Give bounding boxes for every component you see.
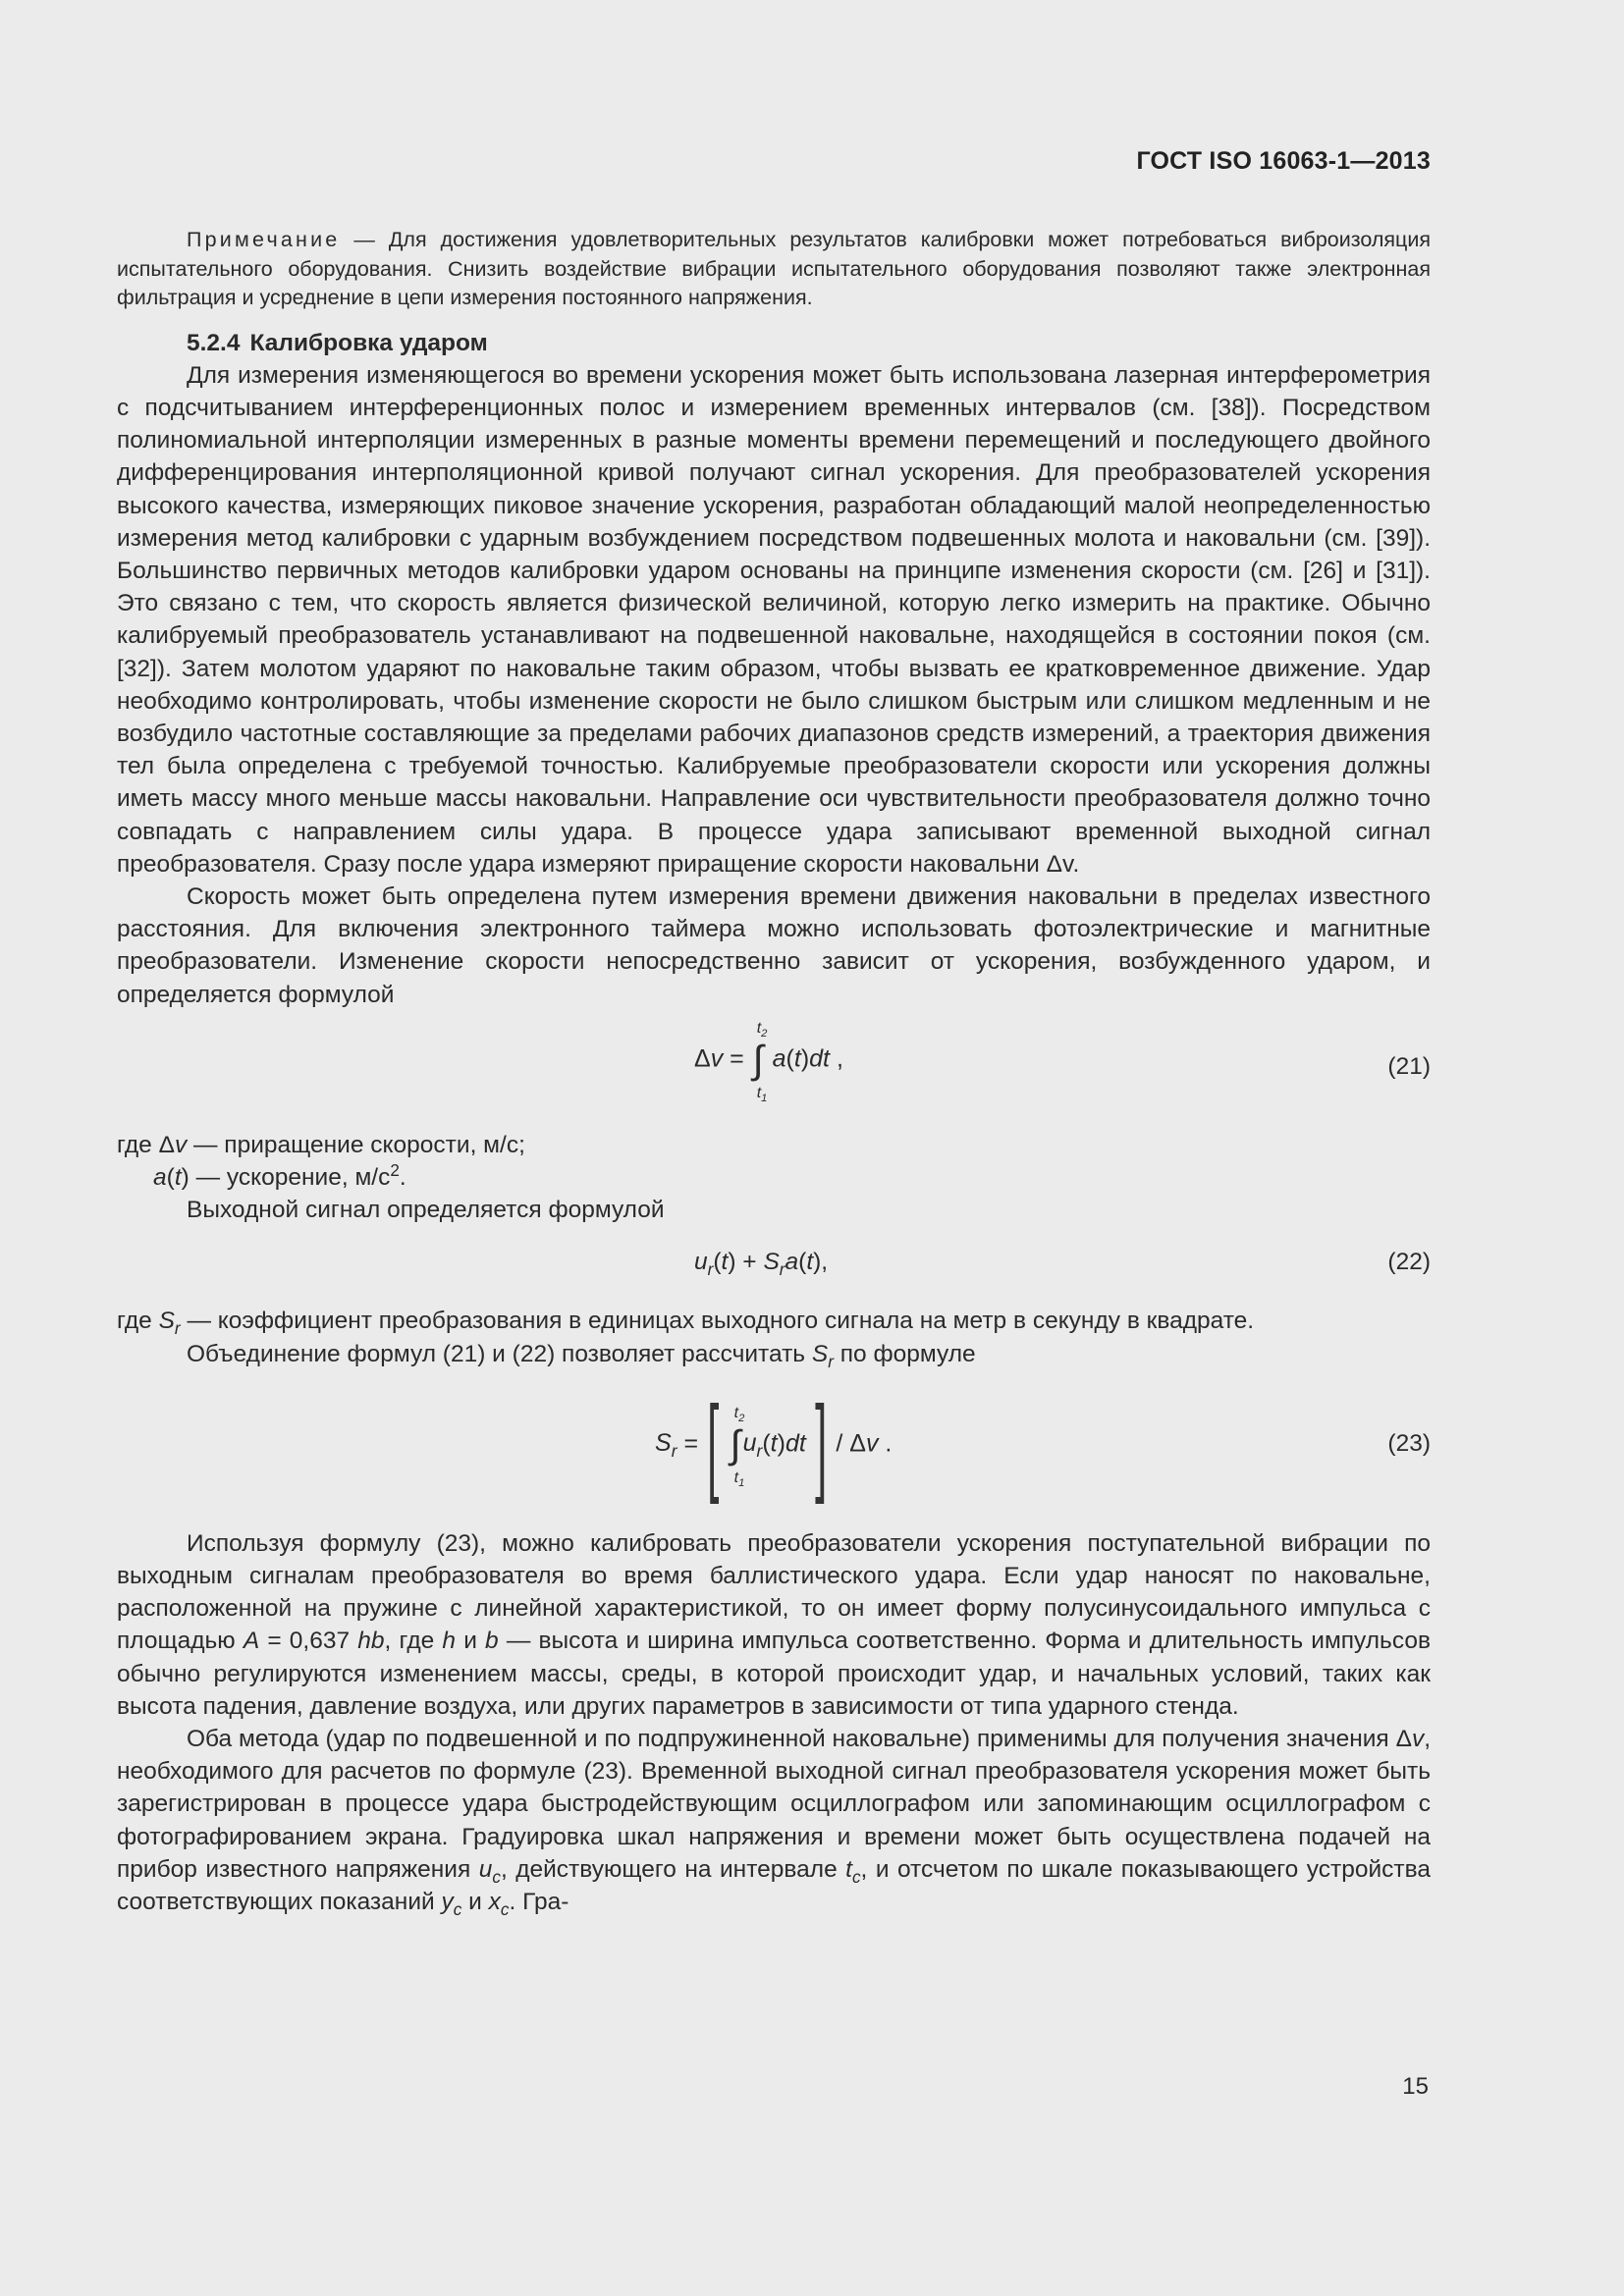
- paragraph-5: Используя формулу (23), можно калибровать преобразователи ускорения поступательной вибрации по выходным сигналам преобразователя во время баллистического удара. Если удар наносят по наковальне, расположенной на пружине с линейной характеристикой, то он имеет форму полусинусоидального импульса с площадью A = 0,637 hb, где h и b — высота и ширина импульса соответственно. Форма и длительность импульсов обычно регулируются изменением массы, среды, в которой происходит удар, и начальных условий, таких как высота падения, давление воздуха, или других параметров в зависимости от типа ударного стенда.: [117, 1529, 1431, 1720]
- section-number: 5.2.4: [187, 329, 241, 356]
- section-heading: [117, 327, 1431, 359]
- formula-22-number: (22): [1387, 1249, 1431, 1276]
- formula-21-number: (21): [1387, 1052, 1431, 1080]
- paragraph-2: Скорость может быть определена путем измерения времени движения наковальни в пределах известного расстояния. Для включения электронного таймера можно использовать фотоэлектрические и магнитные преобразователи. Изменение скорости непосредственно зависит от ускорения, возбужденного ударом, и определяется формулой: [117, 882, 1431, 1008]
- delta-v-symbol: Δv: [1046, 850, 1073, 878]
- formula-21: Δv = ∫ $t_2$ $t_1$ a(t)dt , (21): [694, 1019, 1431, 1104]
- definition-sr: где $S_r$ — коэффициент преобразования в единицах выходного сигнала на метр в секунду в квадрате.: [117, 1308, 1255, 1339]
- page-content: [117, 226, 1431, 1918]
- paragraph-3: Выходной сигнал определяется формулой: [187, 1197, 665, 1224]
- formula-23: $S_r$ =[ ∫ $t_2$ $t_1$ $u_r(t)dt$] / Δv . (23): [655, 1383, 1431, 1505]
- definition-delta-v: где Δv — приращение скорости, м/с;: [117, 1131, 525, 1158]
- left-bracket: [: [707, 1383, 720, 1505]
- section-title: Калибровка ударом: [249, 329, 488, 356]
- paragraph-1: Для измерения изменяющегося во времени ускорения может быть использована лазерная интерферометрия с подсчитыванием интерференционных полос и измерением временных интервалов (см. [38]). Посредством полиномиальной интерполяции измеренных в разные моменты времени перемещений и последующего двойного дифференцирования интерполяционной кривой получают сигнал ускорения. Для преобразователей ускорения высокого качества, измеряющих пиковое значение ускорения, разработан обладающий малой неопределенностью измерения метод калибровки с ударным возбуждением посредством подвешенных молота и наковальни (см. [39]). Большинство первичных методов калибровки ударом основаны на принципе изменения скорости (см. [26] и [31]). Это связано с тем, что скорость является физической величиной, которую легко измерить на практике. Обычно калибруемый преобразователь устанавливают на подвешенной наковальне, находящейся в состоянии покоя (см. [32]). Затем молотом ударяют по наковальне таким образом, чтобы вызвать ее кратковременное движение. Удар необходимо контролировать, чтобы изменение скорости не было слишком быстрым или слишком медленным и не возбудило частотные составляющие за пределами рабочих диапазонов средств измерений, а траектория движения тел была определена с требуемой точностью. Калибруемые преобразователи скорости или ускорения должны иметь массу много меньше массы наковальни. Направление оси чувствительности преобразователя должно точно совпадать с направлением силы удара. В процессе удара записывают временной выходной сигнал преобразователя. Сразу после удара измеряют приращение скорости наковальни Δv.: [117, 361, 1431, 878]
- integral-sign: ∫ $t_2$ $t_1$: [752, 1019, 768, 1104]
- note-text: — Для достижения удовлетворительных результатов калибровки может потребоваться виброизоляция испытательного оборудования. Снизить воздействие вибрации испытательного оборудования позволяют также электронная фильтрация и усреднение в цепи измерения постоянного напряжения.: [117, 228, 1431, 309]
- note-paragraph: [117, 226, 1431, 313]
- paragraph-4: Объединение формул (21) и (22) позволяет рассчитать $S_r$ по формуле: [187, 1340, 976, 1371]
- document-code-header: ГОСТ ISO 16063-1—2013: [1136, 147, 1431, 175]
- paragraph-6: Оба метода (удар по подвешенной и по подпружиненной наковальне) применимы для получения значения Δv, необходимого для расчетов по формуле (23). Временной выходной сигнал преобразователя ускорения может быть зарегистрирован в процессе удара быстродействующим осциллографом или запоминающим осциллографом с фотографированием экрана. Градуировка шкал напряжения и времени может быть осуществлена подачей на прибор известного напряжения $u_c$, действующего на интервале $t_c$, и отсчетом по шкале показывающего устройства соответствующих показаний $y_c$ и $x_c$. Гра-: [117, 1726, 1431, 1919]
- formula-23-number: (23): [1387, 1429, 1431, 1457]
- note-label: Примечание: [187, 228, 341, 251]
- right-bracket: ]: [814, 1383, 828, 1505]
- integral-sign: ∫ $t_2$ $t_1$: [730, 1404, 745, 1489]
- page-number: 15: [1402, 2073, 1429, 2100]
- definition-a-t: a(t) — ускорение, $м/с^2$.: [153, 1159, 406, 1191]
- formula-22: $u_r(t) + S_ra(t)$, (22): [117, 1226, 1431, 1305]
